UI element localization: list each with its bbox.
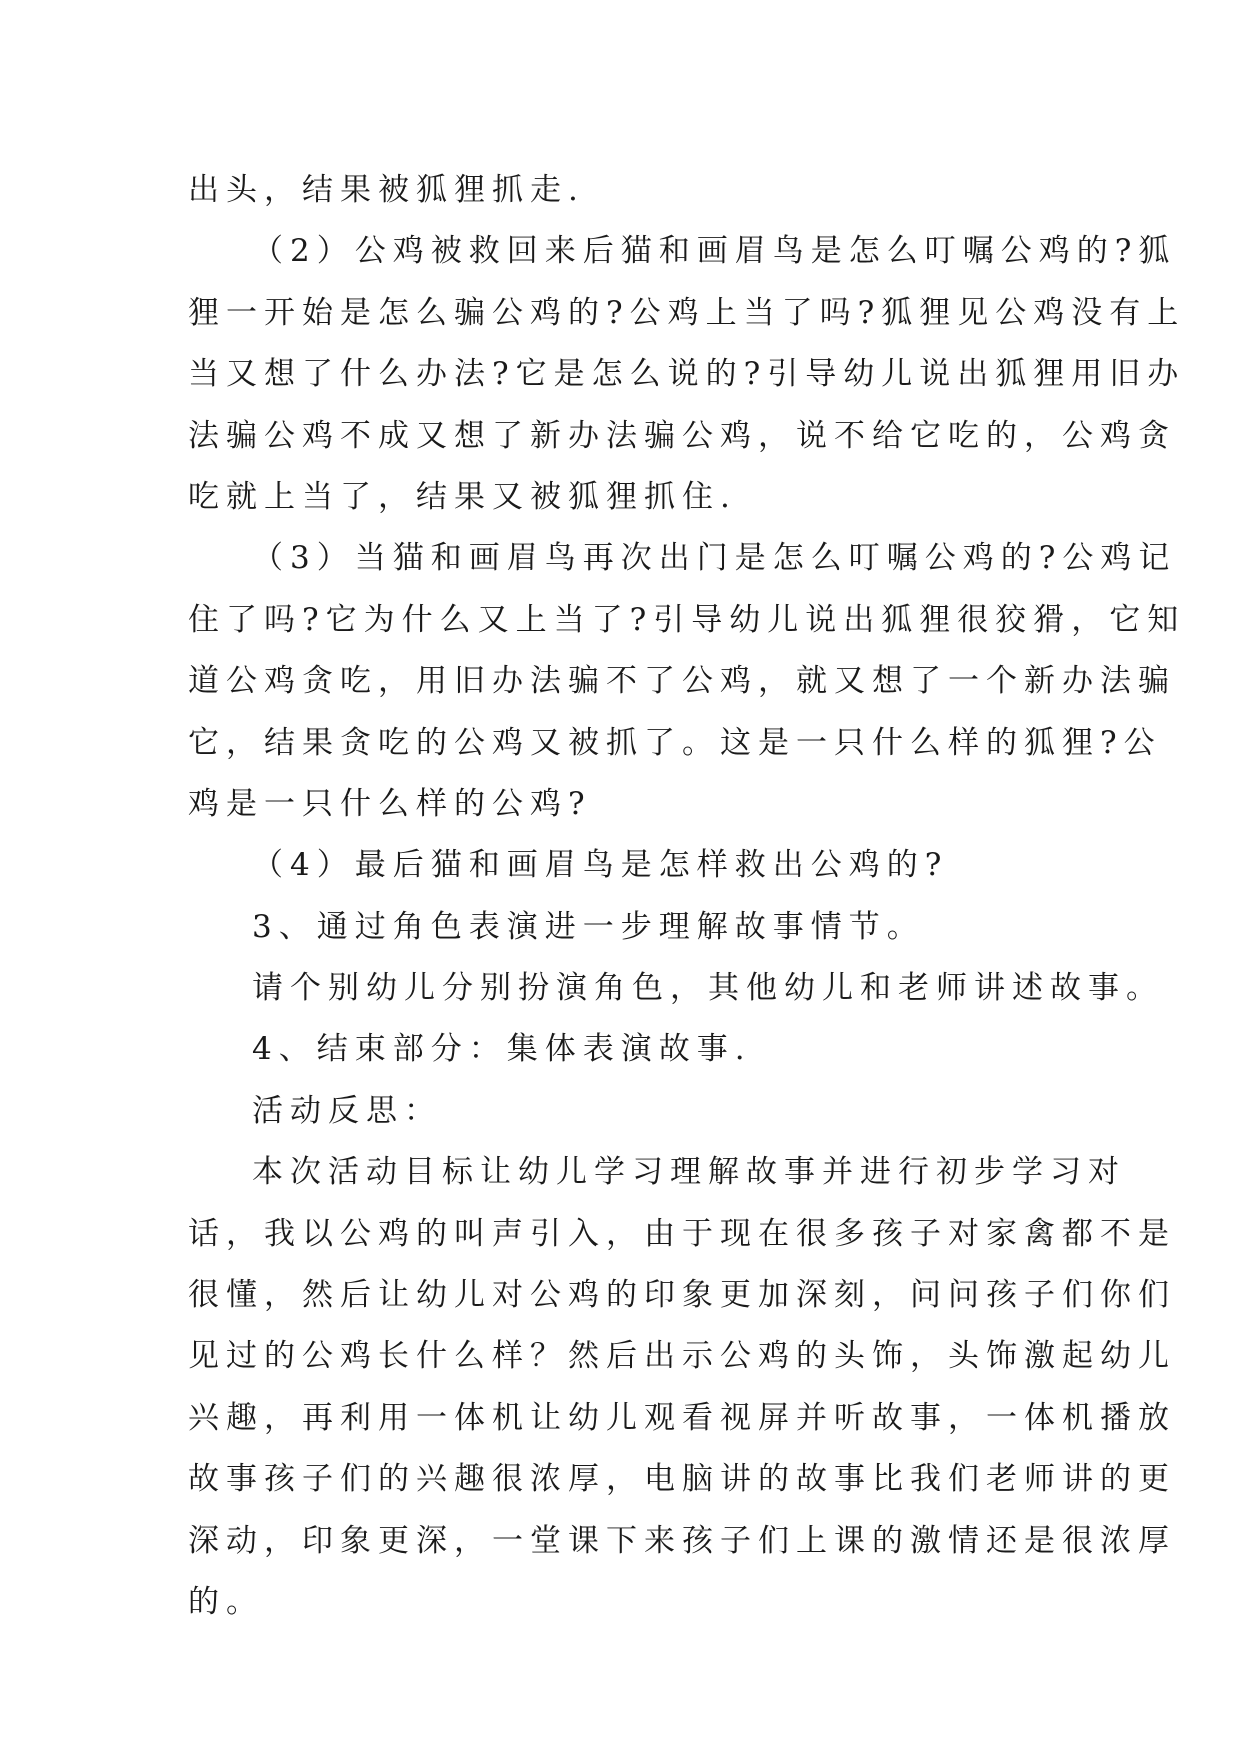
text-line: 鸡是一只什么样的公鸡? [188,785,592,822]
section-heading: 活动反思： [252,1092,442,1129]
text-line: 出头，结果被狐狸抓走. [188,172,585,208]
text-line: （2）公鸡被救回来后猫和画眉鸟是怎么叮嘱公鸡的?狐 [252,233,1177,270]
text-line: 当又想了什么办法?它是怎么说的?引导幼儿说出狐狸用旧办 [188,356,1186,393]
text-line: 吃就上当了，结果又被狐狸抓住. [188,478,737,515]
text-line: 很懂，然后让幼儿对公鸡的印象更加深刻，问问孩子们你们 [188,1277,1176,1314]
text-line: 道公鸡贪吃，用旧办法骗不了公鸡，就又想了一个新办法骗 [188,663,1176,700]
text-line: 见过的公鸡长什么样？然后出示公鸡的头饰，头饰激起幼儿 [188,1338,1176,1375]
text-line: 故事孩子们的兴趣很浓厚，电脑讲的故事比我们老师讲的更 [188,1461,1176,1498]
text-line: 法骗公鸡不成又想了新办法骗公鸡，说不给它吃的，公鸡贪 [188,417,1176,454]
section-heading: 3、通过角色表演进一步理解故事情节。 [252,908,925,945]
document-body [188,160,1186,1633]
text-line: 狸一开始是怎么骗公鸡的?公鸡上当了吗?狐狸见公鸡没有上 [188,294,1186,331]
text-line: 的。 [188,1583,264,1620]
section-heading: 4、结束部分：集体表演故事. [252,1031,752,1068]
text-line: 话，我以公鸡的叫声引入，由于现在很多孩子对家禽都不是 [188,1215,1176,1252]
text-line: （4）最后猫和画眉鸟是怎样救出公鸡的? [252,847,949,884]
text-line: （3）当猫和画眉鸟再次出门是怎么叮嘱公鸡的?公鸡记 [252,540,1177,577]
text-line: 请个别幼儿分别扮演角色，其他幼儿和老师讲述故事。 [252,970,1164,1007]
text-line: 兴趣，再利用一体机让幼儿观看视屏并听故事，一体机播放 [188,1399,1176,1436]
text-line: 深动，印象更深，一堂课下来孩子们上课的激情还是很浓厚 [188,1522,1176,1559]
text-line: 住了吗?它为什么又上当了?引导幼儿说出狐狸很狡猾，它知 [188,601,1186,638]
text-line: 本次活动目标让幼儿学习理解故事并进行初步学习对 [252,1154,1126,1191]
text-line: 它，结果贪吃的公鸡又被抓了。这是一只什么样的狐狸?公 [188,724,1162,761]
